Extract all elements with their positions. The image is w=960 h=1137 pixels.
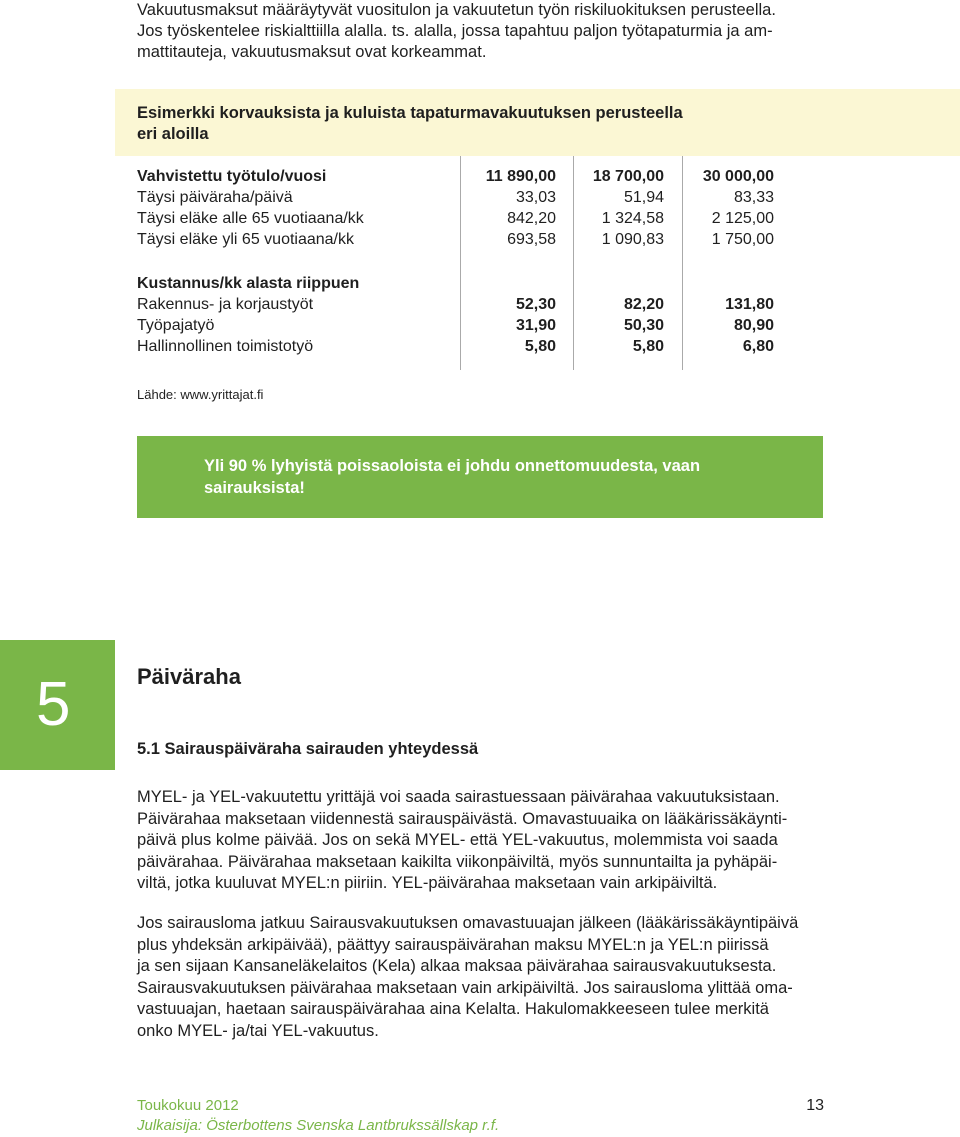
- section-title: 5.1 Sairauspäiväraha sairauden yhteydessä: [137, 740, 479, 758]
- table-row: [115, 208, 960, 229]
- row-value: 1 750,00: [711, 231, 774, 248]
- paragraph-line: päivä plus kolme päivää. Jos on sekä MYEL- että YEL-vakuutus, molemmista voi saada: [137, 831, 778, 849]
- row-value: 30 000,00: [702, 168, 774, 185]
- intro-line: mattitauteja, vakuutusmaksut ovat korkeammat.: [137, 43, 487, 61]
- row-value: 11 890,00: [485, 168, 556, 185]
- row-value: 18 700,00: [592, 168, 664, 185]
- source-note: Lähde: www.yrittajat.fi: [137, 387, 264, 402]
- row-value: 842,20: [507, 210, 556, 227]
- row-value: 131,80: [725, 296, 774, 313]
- table-row: [115, 294, 960, 315]
- intro-line: Jos työskentelee riskialttiilla alalla. ts. alalla, jossa tapahtuu paljon työtapaturmia ja am-: [137, 22, 773, 40]
- row-value: 2 125,00: [711, 210, 774, 227]
- row-value: 83,33: [733, 189, 774, 206]
- intro-line: Vakuutusmaksut määräytyvät vuositulon ja vakuutetun työn riskiluokituksen perusteella.: [137, 1, 776, 19]
- row-label: Täysi päiväraha/päivä: [137, 189, 293, 206]
- example-title: [137, 103, 683, 145]
- row-value: 31,90: [515, 317, 556, 334]
- row-value: 52,30: [515, 296, 556, 313]
- paragraph-line: viltä, jotka kuuluvat MYEL:n piiriin. YEL-päivärahaa maksetaan vain arkipäiviltä.: [137, 874, 718, 892]
- highlight-box: [137, 436, 823, 518]
- body-paragraph: [137, 787, 837, 895]
- row-label: Työpajatyö: [137, 317, 215, 334]
- row-value: 6,80: [742, 338, 774, 355]
- table-row: [115, 315, 960, 336]
- row-label: Hallinnollinen toimistotyö: [137, 338, 314, 355]
- chapter-marker: [0, 640, 115, 770]
- row-label: Täysi eläke yli 65 vuotiaana/kk: [137, 231, 354, 248]
- page-number: 13: [806, 1097, 824, 1114]
- example-title-line: eri aloilla: [137, 125, 209, 143]
- row-value: 82,20: [623, 296, 664, 313]
- highlight-line: sairauksista!: [204, 479, 305, 497]
- highlight-line: Yli 90 % lyhyistä poissaoloista ei johdu onnettomuudesta, vaan: [204, 457, 701, 475]
- chapter-title: Päiväraha: [137, 664, 241, 689]
- example-title-line: Esimerkki korvauksista ja kuluista tapaturmavakuutuksen perusteella: [137, 104, 683, 122]
- paragraph-line: Jos sairausloma jatkuu Sairausvakuutuksen omavastuuajan jälkeen (lääkärissäkäyntipäivä: [137, 914, 799, 932]
- row-value: 693,58: [507, 231, 556, 248]
- paragraph-line: plus yhdeksän arkipäivää), päättyy sairauspäivärahan maksu MYEL:n ja YEL:n piirissä: [137, 935, 769, 954]
- paragraph-line: MYEL- ja YEL-vakuutettu yrittäjä voi saada sairastuessaan päivärahaa vakuutuksistaan.: [137, 788, 780, 806]
- table-row: [115, 166, 960, 187]
- paragraph-line: Päivärahaa maksetaan viidennestä sairauspäivästä. Omavastuuaika on lääkärissäkäynti-: [137, 809, 788, 828]
- paragraph-line: vastuuajan, haetaan sairauspäivärahaa aina Kelalta. Hakulomakkeeseen tulee merkitä: [137, 1000, 769, 1018]
- row-label: Vahvistettu työtulo/vuosi: [137, 168, 327, 185]
- row-value: 50,30: [623, 317, 664, 334]
- table-section-heading: [115, 273, 960, 294]
- table-row: [115, 336, 960, 357]
- footer-date: Toukokuu 2012: [137, 1097, 239, 1114]
- example-table: [115, 156, 960, 370]
- row-label: Täysi eläke alle 65 vuotiaana/kk: [137, 210, 364, 227]
- table-row: [115, 187, 960, 208]
- row-label: Rakennus- ja korjaustyöt: [137, 296, 314, 313]
- highlight-text: [204, 455, 764, 499]
- paragraph-line: onko MYEL- ja/tai YEL-vakuutus.: [137, 1021, 379, 1040]
- paragraph-line: ja sen sijaan Kansaneläkelaitos (Kela) alkaa maksaa päivärahaa sairausvakuutuksesta.: [137, 957, 777, 975]
- row-value: 33,03: [515, 189, 556, 206]
- row-value: 80,90: [733, 317, 774, 334]
- row-value: 51,94: [623, 189, 664, 206]
- intro-paragraph: [137, 0, 837, 63]
- cost-heading: Kustannus/kk alasta riippuen: [137, 275, 360, 292]
- example-box: [115, 89, 960, 370]
- row-value: 1 324,58: [601, 210, 664, 227]
- row-value: 5,80: [524, 338, 556, 355]
- row-value: 1 090,83: [601, 231, 664, 248]
- row-value: 5,80: [632, 338, 664, 355]
- body-paragraph: [137, 913, 837, 1042]
- table-row: [115, 229, 960, 250]
- chapter-number: 5: [36, 670, 71, 739]
- footer-publisher: Julkaisija: Österbottens Svenska Lantbrukssällskap r.f.: [137, 1117, 500, 1134]
- paragraph-line: päivärahaa. Päivärahaa maksetaan kaikilta viikonpäiviltä, myös sunnuntailta ja pyhäpäi-: [137, 852, 778, 871]
- paragraph-line: Sairausvakuutuksen päivärahaa maksetaan vain arkipäiviltä. Jos sairausloma ylittää oma-: [137, 978, 793, 997]
